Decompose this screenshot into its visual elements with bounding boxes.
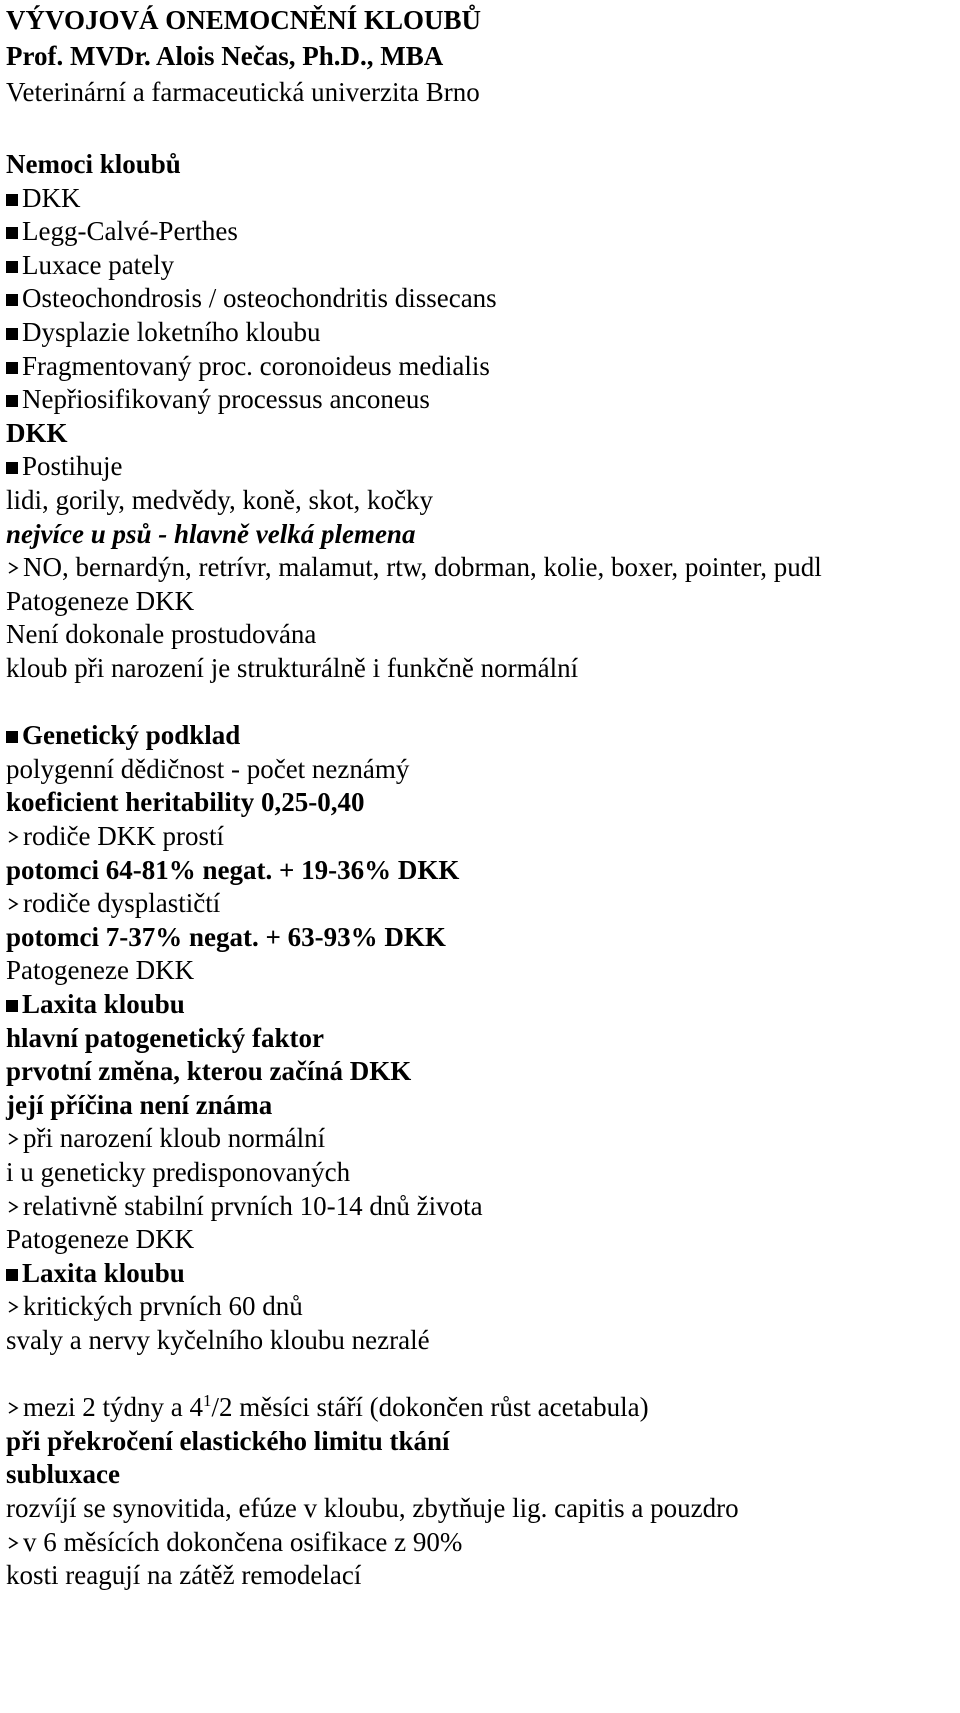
line-text: rodiče dysplastičtí <box>23 888 221 919</box>
line-text: Nemoci kloubů <box>6 149 181 179</box>
text-line <box>6 583 194 619</box>
square-bullet-icon <box>6 1000 18 1012</box>
text-line <box>6 516 415 552</box>
line-text: Postihuje <box>22 451 123 482</box>
text-line <box>6 280 497 316</box>
line-text: Genetický podklad <box>22 720 241 751</box>
line-text: Patogeneze DKK <box>6 955 195 986</box>
text-line <box>6 1490 739 1526</box>
line-text: Nepřiosifikovaný processus anconeus <box>22 384 430 415</box>
arrow-bullet-icon <box>6 895 20 913</box>
square-bullet-icon <box>6 731 18 743</box>
text-line <box>6 616 316 652</box>
arrow-bullet-icon <box>6 1534 20 1552</box>
institution-line: Veterinární a farmaceutická univerzita Brno <box>6 77 480 107</box>
text-line <box>6 1322 430 1358</box>
line-text: DKK <box>22 182 81 213</box>
text-line <box>6 146 181 182</box>
line-text: subluxace <box>6 1459 121 1490</box>
text-line <box>6 919 446 955</box>
line-text: rodiče DKK prostí <box>23 821 224 851</box>
line-text: Dysplazie loketního kloubu <box>22 317 321 347</box>
line-text: Laxita kloubu <box>22 989 185 1019</box>
text-line <box>6 1221 194 1257</box>
arrow-bullet-icon <box>6 1130 20 1148</box>
text-line <box>6 180 81 216</box>
text-line <box>6 852 459 888</box>
square-bullet-icon <box>6 261 18 273</box>
line-text: rozvíjí se synovitida, efúze v kloubu, zbytňuje lig. capitis a pouzdro <box>6 1493 739 1523</box>
text-line <box>6 348 490 384</box>
line-text: Fragmentovaný proc. coronoideus medialis <box>22 350 490 381</box>
text-line <box>6 952 194 988</box>
text-line <box>6 415 68 451</box>
superscript: 1 <box>202 1391 212 1411</box>
line-text: nejvíce u psů - hlavně velká plemena <box>6 518 416 549</box>
line-text: mezi 2 týdny a 4 <box>23 1392 203 1423</box>
line-text: kritických prvních 60 dnů <box>23 1291 303 1322</box>
text-line <box>6 381 430 417</box>
line-text: relativně stabilní prvních 10-14 dnů života <box>23 1190 483 1221</box>
text-line <box>6 482 433 518</box>
text-line <box>6 1053 411 1089</box>
text-line <box>6 1456 120 1492</box>
text-line <box>6 247 174 283</box>
text-line <box>6 1087 272 1123</box>
line-text: koeficient heritability 0,25-0,40 <box>6 787 365 818</box>
text-line <box>6 1188 483 1224</box>
line-text: NO, bernardýn, retrívr, malamut, rtw, dobrman, kolie, boxer, pointer, pudl <box>23 552 822 583</box>
line-text: v 6 měsících dokončena osifikace z 90% <box>23 1526 463 1557</box>
text-line <box>6 1389 649 1425</box>
line-text: prvotní změna, kterou začíná DKK <box>6 1056 412 1087</box>
line-text: svaly a nervy kyčelního kloubu nezralé <box>6 1325 430 1355</box>
line-text: lidi, gorily, medvědy, koně, skot, kočky <box>6 485 433 515</box>
text-line <box>6 314 320 350</box>
arrow-bullet-icon <box>6 559 20 577</box>
text-line <box>6 1120 325 1156</box>
text-line <box>6 448 123 484</box>
line-text: i u geneticky predisponovaných <box>6 1157 351 1187</box>
line-text: DKK <box>6 417 68 448</box>
text-line <box>6 818 224 854</box>
line-text: polygenní dědičnost - počet neznámý <box>6 753 410 784</box>
square-bullet-icon <box>6 227 18 239</box>
line-text-continued: /2 měsíci stáří (dokončen růst acetabula) <box>211 1392 649 1423</box>
line-text: Není dokonale prostudována <box>6 619 317 650</box>
text-line <box>6 751 409 787</box>
line-text: potomci 7-37% negat. + 63-93% DKK <box>6 921 446 952</box>
line-text: potomci 64-81% negat. + 19-36% DKK <box>6 854 460 885</box>
text-line <box>6 549 822 585</box>
text-line <box>6 885 220 921</box>
text-line <box>6 986 185 1022</box>
line-text: Laxita kloubu <box>22 1257 185 1288</box>
square-bullet-icon <box>6 362 18 374</box>
text-line <box>6 1020 324 1056</box>
text-line <box>6 784 364 820</box>
text-line <box>6 1255 185 1291</box>
text-line <box>6 1524 462 1560</box>
text-line <box>6 1288 303 1324</box>
arrow-bullet-icon <box>6 828 20 846</box>
square-bullet-icon <box>6 194 18 206</box>
square-bullet-icon <box>6 328 18 340</box>
square-bullet-icon <box>6 395 18 407</box>
square-bullet-icon <box>6 1269 18 1281</box>
line-text: Patogeneze DKK <box>6 585 195 616</box>
square-bullet-icon <box>6 462 18 474</box>
arrow-bullet-icon <box>6 1198 20 1216</box>
text-line <box>6 650 578 686</box>
square-bullet-icon <box>6 294 18 306</box>
text-line <box>6 1423 450 1459</box>
text-line <box>6 717 240 753</box>
line-text: při překročení elastického limitu tkání <box>6 1425 450 1456</box>
text-line <box>6 1557 361 1593</box>
line-text: její příčina není známa <box>6 1089 273 1120</box>
text-line <box>6 213 238 249</box>
author-line: Prof. MVDr. Alois Nečas, Ph.D., MBA <box>6 41 444 71</box>
line-text: Luxace pately <box>22 249 175 280</box>
line-text: hlavní patogenetický faktor <box>6 1022 325 1053</box>
line-text: při narození kloub normální <box>23 1123 326 1154</box>
arrow-bullet-icon <box>6 1399 20 1417</box>
line-text: kosti reagují na zátěž remodelací <box>6 1560 362 1591</box>
arrow-bullet-icon <box>6 1298 20 1316</box>
line-text: Osteochondrosis / osteochondritis dissecans <box>22 283 497 314</box>
line-text: Patogeneze DKK <box>6 1224 195 1255</box>
line-text: Legg-Calvé-Perthes <box>22 216 238 247</box>
document-title: VÝVOJOVÁ ONEMOCNĚNÍ KLOUBŮ <box>6 5 481 35</box>
text-line <box>6 1154 350 1190</box>
line-text: kloub při narození je strukturálně i funkčně normální <box>6 653 579 683</box>
